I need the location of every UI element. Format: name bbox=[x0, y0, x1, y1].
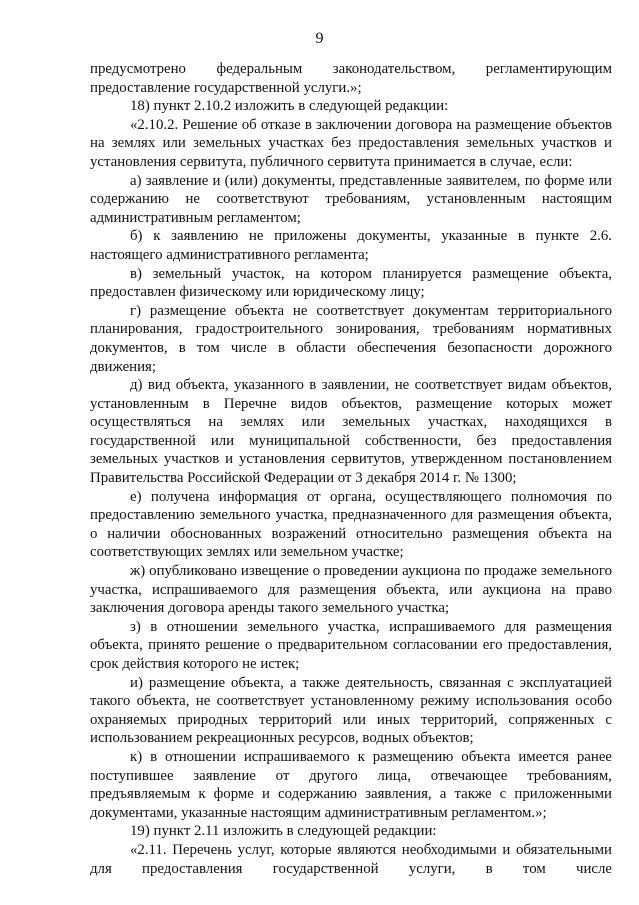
paragraph: а) заявление и (или) документы, представленные заявителем, по форме или содержанию не соответствуют требованиям, установленным настоящим административным регламентом; bbox=[90, 172, 612, 226]
page-number: 9 bbox=[315, 30, 324, 47]
paragraph: ж) опубликовано извещение о проведении аукциона по продаже земельного участка, испрашиваемого для размещения объекта, или аукциона на право заключения договора аренды такого земельного участка; bbox=[90, 563, 612, 617]
paragraph: 19) пункт 2.11 изложить в следующей редакции: bbox=[130, 823, 437, 840]
paragraph: предусмотрено федеральным законодательством, регламентирующим предоставление государственной услуги.»; bbox=[90, 61, 612, 96]
paragraph: г) размещение объекта не соответствует документам территориального планирования, градостроительного зонирования, требованиям нормативных документов, в том числе в области обеспечения безопасности дорожного движения; bbox=[90, 302, 612, 375]
paragraph: в) земельный участок, на котором планируется размещение объекта, предоставлен физическому или юридическому лицу; bbox=[90, 265, 612, 301]
paragraph: «2.11. Перечень услуг, которые являются необходимыми и обязательными для предоставления государственной услуги, в том числе bbox=[90, 841, 612, 877]
paragraph: б) к заявлению не приложены документы, указанные в пункте 2.6. настоящего административного регламента; bbox=[90, 228, 612, 263]
paragraph: «2.10.2. Решение об отказе в заключении договора на размещение объектов на землях или земельных участках без предоставления земельных участков и установления сервитута, публичного сервитута принимается в случае, если: bbox=[90, 116, 612, 170]
paragraph: 18) пункт 2.10.2 изложить в следующей редакции: bbox=[130, 98, 449, 115]
paragraph: д) вид объекта, указанного в заявлении, не соответствует видам объектов, установленным в Перечне видов объектов, размещение которых может осуществляться на землях или земельных участках, находящихся в государственной или муниципальной собственности, без предоставления земельных участков и установления сервитутов, утвержденном постановлением Правительства Российской Федерации от 3 декабря 2014 г. № 1300; bbox=[90, 377, 612, 487]
paragraph: и) размещение объекта, а также деятельность, связанная с эксплуатацией такого объекта, не соответствует установленному режиму использования особо охраняемых природных территорий или иных территорий, сопряженных с использованием рекреационных ресурсов, водных объектов; bbox=[90, 674, 612, 747]
paragraph: к) в отношении испрашиваемого к размещению объекта имеется ранее поступившее заявление от другого лица, отвечающее требованиям, предъявляемым к форме и содержанию заявления, а также с приложенными документами, указанные настоящим административным регламентом.»; bbox=[90, 748, 612, 821]
document-body bbox=[90, 60, 612, 878]
paragraph: з) в отношении земельного участка, испрашиваемого для размещения объекта, принято решение о предварительном согласовании его предоставления, срок действия которого не истек; bbox=[90, 618, 612, 672]
paragraph: е) получена информация от органа, осуществляющего полномочия по предоставлению земельного участка, предназначенного для размещения объекта, о наличии обоснованных возражений относительно размещения объекта на соответствующих землях или земельном участке; bbox=[90, 488, 612, 561]
